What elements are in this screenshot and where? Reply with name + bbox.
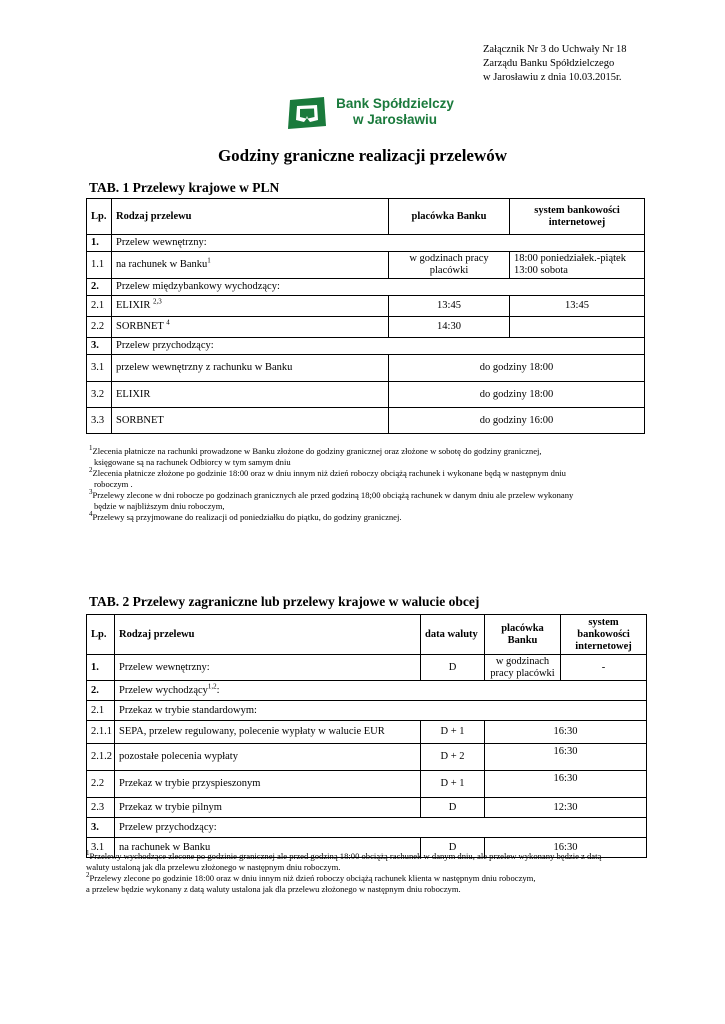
tab1-title: TAB. 1 Przelewy krajowe w PLN <box>89 180 280 195</box>
row-lp: 2.1 <box>87 296 112 317</box>
bank-logo-text <box>334 96 456 128</box>
row-value: do godziny 18:00 <box>389 355 645 382</box>
footnote-1: $^1$Przelewy wychodzące zlecone po godzinie granicznej ale przed godziną 18:00 obciążą rachunek w danym dniu, ale przelew wykonany będzie z datą <box>86 849 602 861</box>
tab1-table <box>86 198 645 434</box>
row-date: D + 1 <box>421 771 485 798</box>
row-label: SEPA, przelew regulowany, polecenie wypłaty w walucie EUR <box>115 721 421 744</box>
header-type: Rodzaj przelewu <box>112 199 389 235</box>
header-branch: placówka Banku <box>485 615 561 655</box>
footnote-ref: 1 <box>207 256 211 265</box>
table-row <box>87 818 647 838</box>
table-row <box>87 296 645 317</box>
table-row <box>87 279 645 296</box>
row-label: Przelew przychodzący: <box>115 818 647 838</box>
table-row <box>87 235 645 252</box>
row-label: Przekaz w trybie przyspieszonym <box>115 771 421 798</box>
bank-logo-icon <box>286 96 328 130</box>
bank-logo <box>286 96 456 130</box>
table-row <box>87 382 645 408</box>
footnote-ref: 4 <box>166 318 170 327</box>
row-lp: 3.2 <box>87 382 112 408</box>
row-label-text: na rachunek w Banku <box>116 259 208 270</box>
row-branch: 14:30 <box>389 317 510 338</box>
tab2-title: TAB. 2 Przelewy zagraniczne lub przelewy krajowe w walucie obcej <box>89 594 480 609</box>
table-row <box>87 701 647 721</box>
table-row <box>87 681 647 701</box>
row-time: 16:30 <box>485 838 647 858</box>
row-branch: w godzinach pracy placówki <box>485 655 561 681</box>
table-row <box>87 252 645 279</box>
tab2-footnotes <box>86 851 601 895</box>
footnote-3: $^3$Przelewy zlecone w dni robocze po godzinach granicznych ale przed godziną 18;00 obciążą rachunek w danym dniu ale przelew wykonany <box>89 488 574 500</box>
row-branch: 13:45 <box>389 296 510 317</box>
row-label <box>112 317 389 338</box>
bank-logo-line-2: w Jarosławiu <box>352 112 438 127</box>
row-lp: 2.2 <box>87 771 115 798</box>
row-lp: 2. <box>87 279 112 296</box>
row-internet: 13:45 <box>510 296 645 317</box>
row-internet <box>510 252 645 279</box>
row-label: pozostałe polecenia wypłaty <box>115 744 421 771</box>
row-lp: 3. <box>87 818 115 838</box>
row-lp: 3.1 <box>87 355 112 382</box>
row-time: 16:30 <box>485 771 647 798</box>
header-lp: Lp. <box>87 615 115 655</box>
row-internet-line-2: 13:00 sobota <box>514 265 568 276</box>
table-row <box>87 771 647 798</box>
footnote-2: $^2$Przelewy zlecone po godzinie 18:00 oraz w dniu innym niż dzień roboczy obciążą rachunek klienta w następnym dniu roboczym, <box>86 871 536 883</box>
row-lp: 2.1.1 <box>87 721 115 744</box>
row-time: 16:30 <box>485 721 647 744</box>
document-header <box>483 43 626 85</box>
table-row <box>87 355 645 382</box>
row-lp: 1.1 <box>87 252 112 279</box>
header-internet: system bankowości internetowej <box>510 199 645 235</box>
row-time: 12:30 <box>485 798 647 818</box>
table-row <box>87 317 645 338</box>
row-lp: 2.2 <box>87 317 112 338</box>
row-internet <box>510 317 645 338</box>
table-row <box>87 798 647 818</box>
row-lp: 3. <box>87 338 112 355</box>
row-lp: 1. <box>87 655 115 681</box>
header-line-3: w Jarosławiu z dnia 10.03.2015r. <box>483 72 622 83</box>
footnote-1-cont: księgowane są na rachunek Odbiorcy w tym samym dniu <box>94 457 291 467</box>
header-date: data waluty <box>421 615 485 655</box>
header-branch: placówka Banku <box>389 199 510 235</box>
row-value: do godziny 18:00 <box>389 382 645 408</box>
header-line-2: Zarządu Banku Spółdzielczego <box>483 58 615 69</box>
footnote-4: $^4$Przelewy są przyjmowane do realizacji od poniedziałku do piątku, do godziny granicznej. <box>89 510 402 522</box>
tab2-table <box>86 614 647 858</box>
row-label <box>112 252 389 279</box>
footnote-2: $^2$Zlecenia płatnicze złożone po godzinie 18:00 oraz w dniu innym niż dzień roboczy obciążą rachunek i wykonane będą w następnym dniu <box>89 466 566 478</box>
row-label: SORBNET <box>112 408 389 434</box>
row-branch: w godzinach pracy placówki <box>389 252 510 279</box>
row-label: Przelew wewnętrzny: <box>112 235 645 252</box>
row-date: D <box>421 655 485 681</box>
row-label: Przelew wychodzący$^{1,2}$: <box>115 681 647 701</box>
table-row <box>87 721 647 744</box>
row-label-text: Przelew wychodzący <box>119 684 208 696</box>
row-lp: 2. <box>87 681 115 701</box>
row-lp: 2.1.2 <box>87 744 115 771</box>
row-label: Przekaz w trybie standardowym: <box>115 701 647 721</box>
row-label: Przekaz w trybie pilnym <box>115 798 421 818</box>
table-row <box>87 338 645 355</box>
row-label: Przelew przychodzący: <box>112 338 645 355</box>
row-date: D <box>421 798 485 818</box>
row-internet: - <box>561 655 647 681</box>
row-label <box>112 296 389 317</box>
row-date: D + 2 <box>421 744 485 771</box>
row-label: Przelew międzybankowy wychodzący: <box>112 279 645 296</box>
row-label: na rachunek w Banku <box>115 838 421 858</box>
header-internet: system bankowości internetowej <box>561 615 647 655</box>
header-type: Rodzaj przelewu <box>115 615 421 655</box>
row-label: ELIXIR <box>112 382 389 408</box>
row-time: 16:30 <box>485 744 647 771</box>
row-lp: 3.3 <box>87 408 112 434</box>
footnote-ref: 2,3 <box>153 297 162 306</box>
footnote-2-cont: a przelew będzie wykonany z datą waluty ustalona jak dla przelewu złożonego w następnym dniu roboczym. <box>86 884 461 894</box>
row-date: D + 1 <box>421 721 485 744</box>
row-internet-line-1: 18:00 poniedziałek.-piątek <box>514 253 626 264</box>
row-label-text: SORBNET <box>116 321 164 332</box>
row-label: Przelew wewnętrzny: <box>115 655 421 681</box>
footnote-1-cont: waluty ustaloną jak dla przelewu złożonego w następnym dniu roboczym. <box>86 862 341 872</box>
footnote-ref: 1,2 <box>207 682 217 690</box>
footnote-1: $^1$Zlecenia płatnicze na rachunki prowadzone w Banku złożone do godziny granicznej oraz złożone w sobotę do godziny granicznej, <box>89 444 542 456</box>
table-row <box>87 408 645 434</box>
table-header-row <box>87 615 647 655</box>
row-lp: 3.1 <box>87 838 115 858</box>
footnote-3-cont: będzie w najbliższym dniu roboczym, <box>94 501 225 511</box>
row-date: D <box>421 838 485 858</box>
footnote-2-cont: roboczym . <box>94 479 133 489</box>
row-label: przelew wewnętrzny z rachunku w Banku <box>112 355 389 382</box>
row-value: do godziny 16:00 <box>389 408 645 434</box>
table-row <box>87 655 647 681</box>
header-line-1: Załącznik Nr 3 do Uchwały Nr 18 <box>483 44 627 55</box>
row-lp: 2.1 <box>87 701 115 721</box>
tab1-footnotes <box>89 446 573 523</box>
row-label-text: ELIXIR <box>116 300 151 311</box>
page-title: Godziny graniczne realizacji przelewów <box>217 146 508 165</box>
table-row <box>87 744 647 771</box>
row-lp: 1. <box>87 235 112 252</box>
row-lp: 2.3 <box>87 798 115 818</box>
bank-logo-line-1: Bank Spółdzielczy <box>336 96 454 111</box>
header-lp: Lp. <box>87 199 112 235</box>
table-header-row <box>87 199 645 235</box>
